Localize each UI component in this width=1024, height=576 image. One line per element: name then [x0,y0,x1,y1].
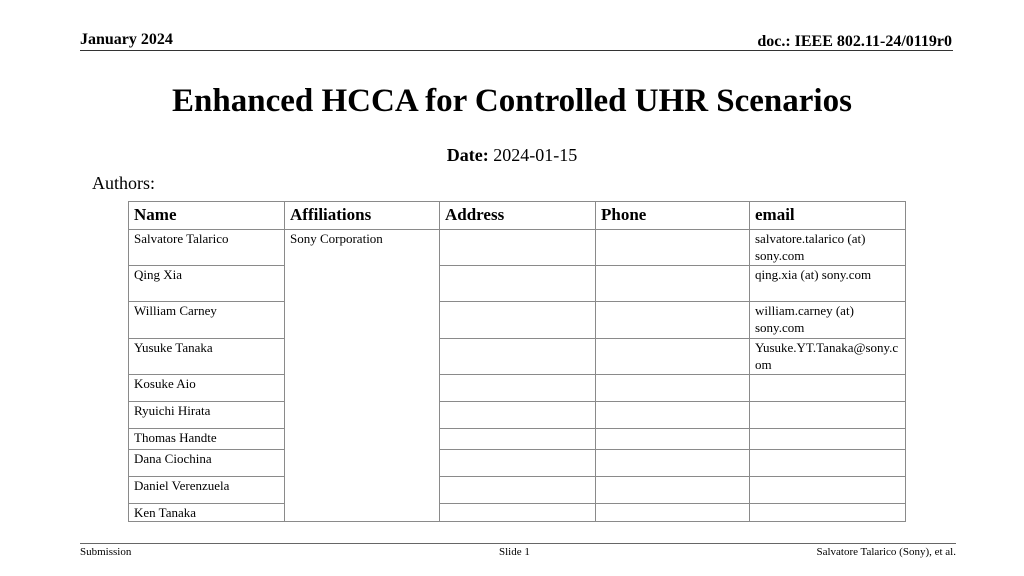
column-header-name: Name [129,202,285,230]
author-phone [596,230,750,266]
column-header-affiliations: Affiliations [285,202,440,230]
footer-slide-number: Slide 1 [499,546,530,558]
author-email [750,429,906,450]
author-name: Yusuke Tanaka [129,339,285,375]
author-phone [596,450,750,477]
footer-authors: Salvatore Talarico (Sony), et al. [816,546,956,558]
author-email [750,375,906,402]
author-name: Salvatore Talarico [129,230,285,266]
column-header-email: email [750,202,906,230]
table-row [129,402,906,429]
author-address [440,429,596,450]
footer-submission: Submission [80,546,132,558]
authors-table [128,201,906,522]
author-address [440,375,596,402]
author-phone [596,477,750,504]
author-name: Dana Ciochina [129,450,285,477]
author-address [440,302,596,339]
author-email [750,504,906,522]
author-email: qing.xia (at) sony.com [750,266,906,302]
author-name: Thomas Handte [129,429,285,450]
author-name: Daniel Verenzuela [129,477,285,504]
author-email: Yusuke.YT.Tanaka@sony.com [750,339,906,375]
slide-title: Enhanced HCCA for Controlled UHR Scenarios [172,83,852,119]
author-name: Qing Xia [129,266,285,302]
table-row [129,230,906,266]
author-email: william.carney (at) sony.com [750,302,906,339]
table-row [129,302,906,339]
author-name: Kosuke Aio [129,375,285,402]
author-phone [596,339,750,375]
author-address [440,450,596,477]
date-label: Date: [446,145,489,165]
table-row [129,266,906,302]
author-phone [596,504,750,522]
authors-label: Authors: [92,173,155,193]
author-name: Ryuichi Hirata [129,402,285,429]
header-date: January 2024 [80,31,173,48]
author-address [440,266,596,302]
slide-date [0,145,1024,166]
author-phone [596,302,750,339]
author-phone [596,429,750,450]
author-address [440,339,596,375]
author-name: Ken Tanaka [129,504,285,522]
column-header-address: Address [440,202,596,230]
column-header-phone: Phone [596,202,750,230]
author-affiliation: Sony Corporation [285,230,440,522]
author-address [440,504,596,522]
table-row [129,375,906,402]
table-row [129,504,906,522]
table-row [129,450,906,477]
table-row [129,429,906,450]
author-address [440,230,596,266]
header-divider [80,50,953,51]
table-row [129,477,906,504]
author-email [750,450,906,477]
author-phone [596,266,750,302]
author-phone [596,402,750,429]
footer-divider [80,543,956,544]
date-value: 2024-01-15 [493,145,578,165]
author-address [440,477,596,504]
author-phone [596,375,750,402]
author-name: William Carney [129,302,285,339]
header-doc-id: doc.: IEEE 802.11-24/0119r0 [757,33,952,50]
author-email: salvatore.talarico (at) sony.com [750,230,906,266]
table-header-row [129,202,906,230]
author-address [440,402,596,429]
author-email [750,402,906,429]
table-row [129,339,906,375]
author-email [750,477,906,504]
